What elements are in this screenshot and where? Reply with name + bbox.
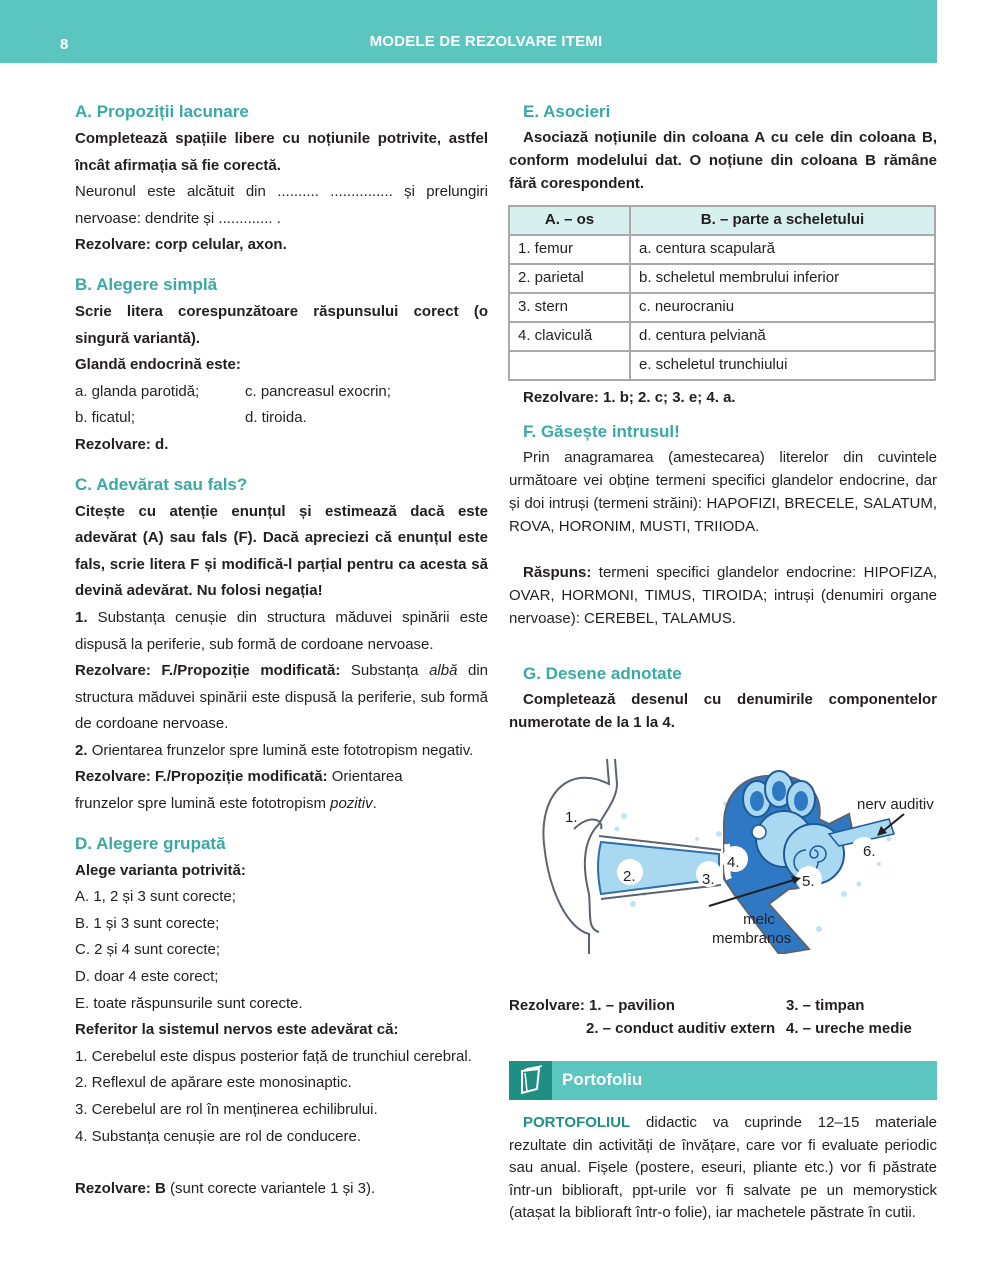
column-a-header: A. – os — [509, 206, 630, 235]
section-b-title: B. Alegere simplă — [75, 274, 218, 294]
cell: e. scheletul trunchiului — [630, 351, 935, 380]
section-a — [75, 98, 488, 259]
cell: 1. femur — [509, 235, 630, 264]
section-b — [75, 271, 488, 459]
option-row — [75, 405, 488, 432]
statement-item: 3. Cerebelul are rol în menținerea echilibrului. — [75, 1101, 378, 1118]
section-c-item-2: 2. Orientarea frunzelor spre lumină este fototropism negativ. — [75, 741, 474, 759]
option-item: D. doar 4 este corect; — [75, 968, 219, 986]
section-a-instruction: Completează spațiile libere cu noțiunile potrivite, astfel încât afirmația să fie corectă. — [75, 130, 488, 174]
option-item: B. 1 și 3 sunt corecte; — [75, 914, 220, 932]
section-d-solution: Rezolvare: B (sunt corecte variantele 1 și 3). — [75, 1180, 376, 1198]
option-c: c. pancreasul exocrin; — [245, 382, 391, 400]
cell: d. centura pelviană — [630, 322, 935, 351]
section-f-answer: Răspuns: termeni specifici glandelor endocrine: HIPOFIZA, OVAR, HORMONI, TIMUS, TIROIDA; intruși (denumiri organe nervoase): CEREBEL, TALAMUS. — [509, 563, 937, 627]
portfolio-keyword: PORTOFOLIUL — [523, 1114, 631, 1131]
ear-diagram — [529, 754, 949, 954]
section-c-item-1: 1. Substanța cenușie din structura măduvei spinării este dispusă la periferie, sub formă de cordoane nervoase. — [75, 608, 488, 653]
section-e-solution: Rezolvare: 1. b; 2. c; 3. e; 4. a. — [523, 389, 736, 406]
solution-line-1: Rezolvare: 1. – pavilion — [509, 996, 675, 1014]
association-table — [508, 205, 936, 381]
section-d-question: Referitor la sistemul nervos este adevărat că: — [75, 1021, 399, 1039]
cell: 4. claviculă — [509, 322, 630, 351]
cell: 2. parietal — [509, 264, 630, 293]
statement-item: 2. Reflexul de apărare este monosinaptic. — [75, 1074, 352, 1092]
label-membranos: membranos — [712, 929, 792, 947]
solution-4: 4. – ureche medie — [786, 1019, 912, 1037]
solution-2: 2. – conduct auditiv extern — [586, 1019, 776, 1037]
table-row — [509, 264, 935, 293]
section-e — [509, 98, 937, 412]
section-d — [75, 830, 488, 1203]
section-f-title: F. Găsește intrusul! — [523, 421, 680, 441]
column-b-header: B. – parte a scheletului — [630, 206, 935, 235]
cell — [509, 351, 630, 380]
section-b-solution: Rezolvare: d. — [75, 435, 169, 453]
section-f — [509, 418, 937, 630]
solution-3: 3. – timpan — [786, 996, 865, 1014]
section-f-text: Prin anagramarea (amestecarea) literelor din cuvintele următoare vei obține termeni specifici glandelor endocrine, dar și doi intruși (termeni străini): HAPOFIZI, BRECELE, SALATUM, ROVA, HORONIM, MUSTI, TRIIODA. — [509, 448, 937, 535]
header-title: MODELE DE REZOLVARE ITEMI — [369, 33, 603, 50]
cell: c. neurocraniu — [630, 293, 935, 322]
option-row — [75, 379, 488, 406]
section-g-solution — [509, 994, 937, 1040]
section-e-instruction: Asociază noțiunile din coloana A cu cele din coloana B, conform modelului dat. O noțiune din coloana B rămâne fără corespondent. — [509, 129, 937, 192]
label-6: 6. — [863, 842, 876, 860]
section-a-title: A. Propoziții lacunare — [75, 102, 249, 121]
section-a-statement: Neuronul este alcătuit din .......... ............... și prelungiri nervoase: dendrite și ............. . — [75, 183, 488, 227]
section-c-instruction: Citește cu atenție enunțul și estimează dacă este adevărat (A) sau fals (F). Dacă apreciezi că enunțul este fals, scrie litera F și modifică-l parțial pentru ca acesta să devină adevărat. Nu folosi negația! — [75, 502, 488, 600]
cell: a. centura scapulară — [630, 235, 935, 264]
statement-item: 4. Substanța cenușie are rol de conducere. — [75, 1127, 362, 1145]
section-a-solution: Rezolvare: corp celular, axon. — [75, 236, 287, 254]
left-column — [75, 98, 488, 1203]
option-a: a. glanda parotidă; — [75, 382, 200, 400]
table-row — [509, 351, 935, 380]
option-item: A. 1, 2 și 3 sunt corecte; — [75, 888, 236, 906]
section-g-instruction: Completează desenul cu denumirile componentelor numerotate de la 1 la 4. — [509, 690, 937, 731]
right-column — [509, 98, 937, 1040]
section-d-title: D. Alegere grupată — [75, 833, 226, 853]
section-d-instruction: Alege varianta potrivită: — [75, 861, 246, 879]
option-d: d. tiroida. — [245, 409, 307, 427]
table-row — [509, 235, 935, 264]
section-g — [509, 660, 937, 1040]
section-b-question: Glandă endocrină este: — [75, 356, 241, 374]
cell: b. scheletul membrului inferior — [630, 264, 935, 293]
label-4: 4. — [727, 853, 740, 871]
section-c-solution-1: Rezolvare: F./Propoziție modificată: Substanța albă din structura măduvei spinării este dispusă la periferie, sub formă de cordoane nervoase. — [75, 662, 489, 733]
portfolio-banner — [509, 1061, 937, 1100]
section-c — [75, 471, 488, 818]
book-icon — [509, 1061, 552, 1100]
table-row — [509, 322, 935, 351]
page-number: 8 — [60, 36, 69, 53]
option-item: E. toate răspunsurile sunt corecte. — [75, 994, 303, 1012]
portfolio-text: PORTOFOLIUL didactic va cuprinde 12–15 materiale rezultate din activități de învățare, care vor fi evaluate periodic sau anual. Fișele (postere, eseuri, pliante etc.) vor fi păstrate într-un biblioraft, ppt-urile vor fi salvate pe un memorystick (atașat la biblioraft într-o folie), iar machetele păstrate în cutii. — [509, 1114, 937, 1221]
section-e-title: E. Asocieri — [523, 102, 611, 121]
statement-item: 1. Cerebelul este dispus posterior față de trunchiul cerebral. — [75, 1047, 472, 1065]
option-item: C. 2 și 4 sunt corecte; — [75, 941, 221, 959]
section-c-solution-2: Rezolvare: F./Propoziție modificată: Orientarea frunzelor spre lumină este fototropism pozitiv. — [75, 768, 403, 813]
label-melc: melc — [743, 910, 775, 928]
cell: 3. stern — [509, 293, 630, 322]
option-b: b. ficatul; — [75, 409, 136, 427]
label-3: 3. — [702, 870, 715, 888]
page-header — [0, 0, 937, 63]
table-row — [509, 293, 935, 322]
label-1: 1. — [565, 808, 578, 826]
label-5: 5. — [802, 872, 815, 890]
section-g-title: G. Desene adnotate — [523, 663, 682, 683]
label-2: 2. — [623, 867, 636, 885]
section-c-title: C. Adevărat sau fals? — [75, 474, 248, 494]
table-header-row — [509, 206, 935, 235]
section-b-instruction: Scrie litera corespunzătoare răspunsului corect (o singură variantă). — [75, 302, 488, 347]
portfolio-title: Portofoliu — [562, 1070, 643, 1089]
label-nerve: nerv auditiv — [857, 795, 934, 813]
